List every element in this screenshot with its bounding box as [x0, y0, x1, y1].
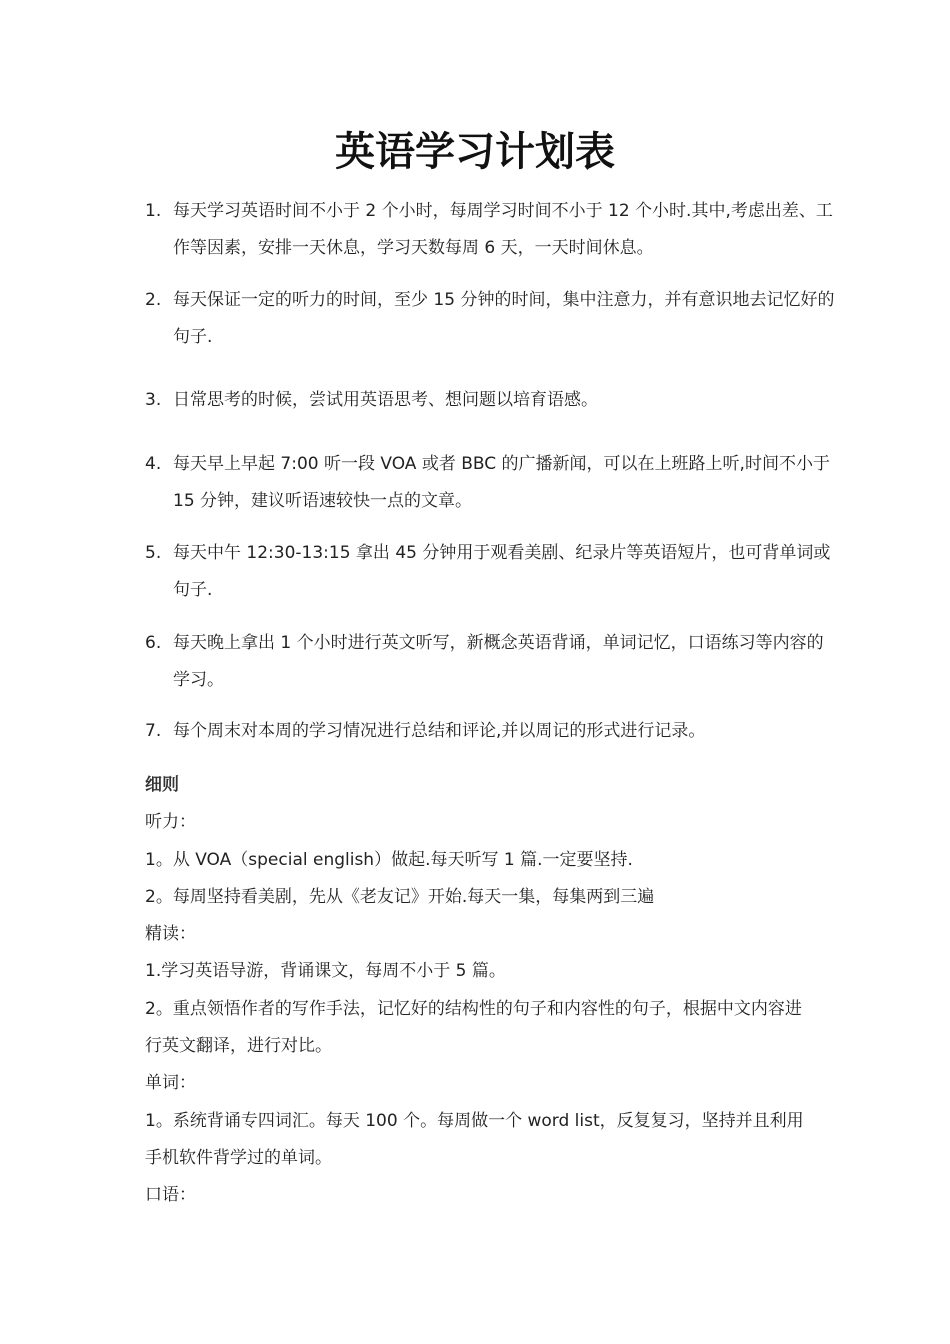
list-text: 每个周末对本周的学习情况进行总结和评论,并以周记的形式进行记录。 [173, 721, 706, 741]
document-title: 英语学习计划表 [335, 128, 615, 175]
listening-item-2: 2。每周坚持看美剧，先从《老友记》开始.每天一集，每集两到三遍 [145, 886, 655, 907]
reading-label: 精读： [145, 924, 196, 945]
list-text: 每天中午 12:30-13:15 拿出 45 分钟用于观看美剧、纪录片等英语短片，也可背单词或句子. [173, 543, 831, 600]
list-number: 5. [145, 543, 162, 563]
list-number: 7. [145, 721, 162, 741]
details-section [145, 767, 815, 1215]
listening-label: 听力： [145, 812, 196, 833]
vocab-label: 单词： [145, 1073, 196, 1094]
list-text: 日常思考的时候，尝试用英语思考、想问题以培育语感。 [173, 390, 598, 410]
list-item [145, 446, 835, 520]
list-item [145, 193, 835, 267]
list-text: 每天早上早起 7:00 听一段 VOA 或者 BBC 的广播新闻，可以在上班路上听,时间不小于 15 分钟，建议听语速较快一点的文章。 [173, 454, 830, 511]
list-item [145, 535, 835, 609]
list-item [145, 713, 835, 750]
reading-item-1: 1.学习英语导游，背诵课文，每周不小于 5 篇。 [145, 961, 506, 982]
list-number: 1. [145, 201, 162, 221]
vocab-item-1: 1。系统背诵专四词汇。每天 100 个。每周做一个 word list，反复复习，坚持并且利用手机软件背学过的单词。 [145, 1110, 804, 1168]
speaking-label: 口语： [145, 1185, 196, 1206]
list-number: 2. [145, 290, 162, 310]
list-number: 4. [145, 454, 162, 474]
list-item [145, 382, 835, 419]
list-text: 每天学习英语时间不小于 2 个小时，每周学习时间不小于 12 个小时.其中,考虑出差、工作等因素，安排一天休息，学习天数每周 6 天，一天时间休息。 [173, 201, 833, 258]
reading-item-2: 2。重点领悟作者的写作手法，记忆好的结构性的句子和内容性的句子，根据中文内容进行英文翻译，进行对比。 [145, 998, 802, 1057]
list-number: 3. [145, 390, 162, 410]
list-text: 每天保证一定的听力的时间，至少 15 分钟的时间，集中注意力，并有意识地去记忆好的句子. [173, 290, 835, 347]
list-item [145, 282, 835, 356]
list-text: 每天晚上拿出 1 个小时进行英文听写，新概念英语背诵，单词记忆，口语练习等内容的学习。 [173, 633, 824, 690]
list-number: 6. [145, 633, 162, 653]
list-item [145, 625, 835, 699]
details-heading: 细则 [145, 775, 179, 795]
listening-item-1: 1。从 VOA（special english）做起.每天听写 1 篇.一定要坚持. [145, 849, 633, 870]
